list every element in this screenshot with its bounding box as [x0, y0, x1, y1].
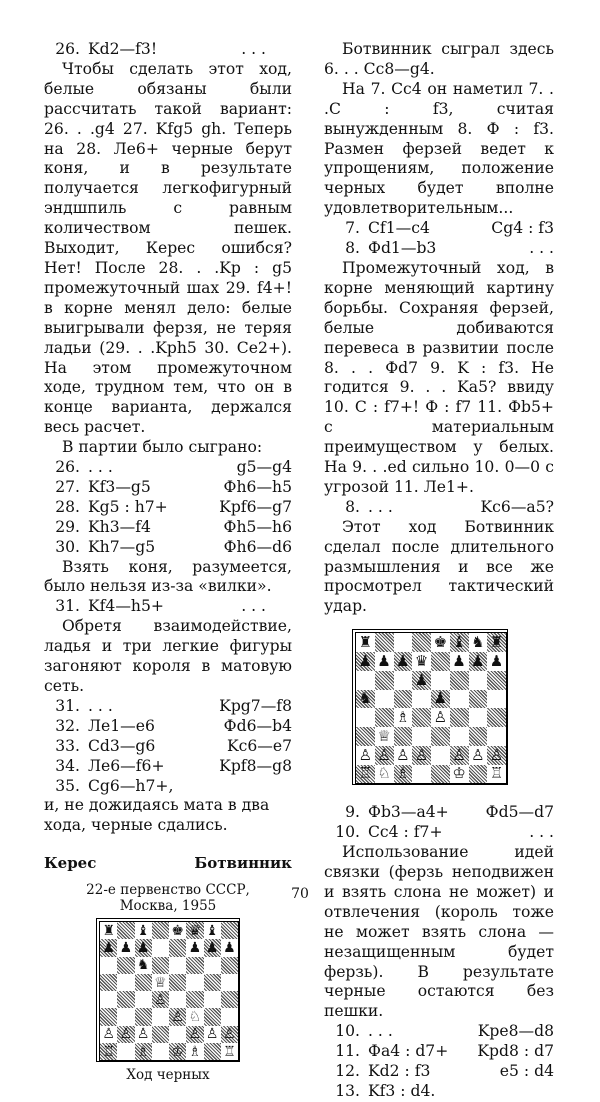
- board-square: [375, 652, 394, 671]
- chess-piece: ♟: [414, 670, 429, 689]
- paragraph: Использование идей связки (ферзь неподвижен и взять слона не может) и отвлечения (король тоже не может взять слона — незащищенным будет ферзь). В результате черные остаются без пешки.: [324, 843, 554, 1021]
- white-move: Kf4—h5+: [88, 597, 164, 616]
- board-square: [186, 1026, 203, 1043]
- black-move: Kpf8—g8: [219, 756, 292, 775]
- chess-piece: ♖: [102, 1043, 115, 1060]
- chess-piece: ♝: [205, 922, 219, 939]
- event-name: 22-е первенство СССР,: [86, 882, 250, 899]
- white-move: Kh7—g5: [88, 537, 156, 556]
- white-move: Ле6—f6+: [88, 756, 165, 775]
- chess-piece: ♜: [102, 922, 115, 939]
- board-square: [412, 727, 431, 746]
- board-square: [169, 991, 186, 1008]
- board-square: [100, 939, 117, 956]
- chess-piece: ♟: [452, 651, 466, 670]
- black-move: Фh5—h6: [223, 517, 292, 536]
- white-player: Керес: [44, 854, 97, 873]
- chess-piece: ♟: [119, 940, 133, 957]
- board-square: [375, 727, 394, 746]
- move-line: [324, 1042, 554, 1062]
- chess-piece: ♙: [205, 1026, 219, 1043]
- board-square: [186, 974, 203, 991]
- chess-piece: ♟: [223, 940, 236, 957]
- board-square: [356, 746, 375, 765]
- page-number: 70: [291, 886, 309, 902]
- black-player: Ботвинник: [194, 854, 292, 873]
- board-square: [431, 765, 450, 784]
- board-square: [431, 690, 450, 709]
- board-square: [135, 1008, 152, 1025]
- board-square: [469, 671, 488, 690]
- board-square: [450, 671, 469, 690]
- board-square: [221, 957, 238, 974]
- board-square: [204, 974, 221, 991]
- board-square: [169, 974, 186, 991]
- board-square: [186, 1043, 203, 1060]
- move-number: 8.: [345, 497, 360, 516]
- move-number: 13.: [335, 1081, 360, 1100]
- chess-piece: ♜: [489, 633, 504, 652]
- chess-piece: ♞: [471, 633, 485, 652]
- board-square: [100, 974, 117, 991]
- board-square: [221, 939, 238, 956]
- move-line: [44, 737, 292, 757]
- move-list: [324, 803, 554, 843]
- board-square: [394, 652, 413, 671]
- chess-piece: ♟: [377, 651, 391, 670]
- chess-piece: ♙: [154, 991, 167, 1008]
- black-move: Фd5—d7: [485, 803, 554, 822]
- paragraph: и, не дожидаясь мата в два хода, черные сдались.: [44, 796, 270, 835]
- board-square: [152, 1008, 169, 1025]
- board-square: [135, 957, 152, 974]
- black-move: Kpg7—f8: [219, 696, 292, 715]
- board-square: [204, 1026, 221, 1043]
- white-move: Kh3—f4: [88, 517, 151, 536]
- board-square: [431, 727, 450, 746]
- black-move: Фd6—b4: [223, 716, 292, 735]
- paragraph: В партии было сыграно:: [62, 438, 263, 457]
- board-square: [169, 1043, 186, 1060]
- board-square: [469, 633, 488, 652]
- board-square: [204, 957, 221, 974]
- board-square: [100, 1008, 117, 1025]
- chess-piece: ♙: [223, 1026, 236, 1043]
- white-move: . . .: [368, 1022, 393, 1041]
- chess-piece: ♙: [452, 745, 466, 764]
- board-square: [394, 727, 413, 746]
- board-square: [375, 746, 394, 765]
- black-move: . . .: [529, 823, 554, 842]
- chess-piece: ♖: [489, 764, 504, 783]
- board-square: [356, 727, 375, 746]
- board-square: [152, 974, 169, 991]
- board-square: [186, 1008, 203, 1025]
- board-square: [356, 633, 375, 652]
- board-square: [487, 746, 506, 765]
- move-line: [44, 40, 292, 60]
- white-move: Kf3 : d4.: [368, 1081, 436, 1100]
- black-move: Cg4 : f3: [491, 219, 554, 238]
- chess-piece: ♗: [188, 1043, 202, 1060]
- chess-piece: ♟: [136, 940, 150, 957]
- board-square: [412, 708, 431, 727]
- board-square: [186, 957, 203, 974]
- board-square: [204, 1043, 221, 1060]
- board-square: [450, 746, 469, 765]
- white-move: Фa4 : d7+: [368, 1042, 449, 1061]
- board-square: [100, 1043, 117, 1060]
- paragraph: Обретя взаимодействие, ладья и три легкие фигуры загоняют короля в матовую сеть.: [44, 617, 292, 695]
- board-square: [412, 746, 431, 765]
- board-square: [450, 633, 469, 652]
- board-square: [412, 652, 431, 671]
- move-line: [44, 697, 292, 717]
- board-square: [100, 1026, 117, 1043]
- move-number: 11.: [335, 1042, 360, 1061]
- chess-piece: ♟: [396, 651, 410, 670]
- move-number: 30.: [55, 537, 80, 556]
- black-move: Kpe8—d8: [477, 1022, 554, 1041]
- chess-piece: ♗: [136, 1043, 150, 1060]
- move-line: [324, 1022, 554, 1042]
- move-list: [324, 1022, 554, 1102]
- chess-piece: ♗: [396, 708, 410, 727]
- chess-piece: ♙: [136, 1026, 150, 1043]
- white-move: Kd2 : f3: [368, 1062, 431, 1081]
- move-line: [324, 823, 554, 843]
- board-square: [100, 957, 117, 974]
- move-number: 32.: [55, 716, 80, 735]
- board-square: [169, 1008, 186, 1025]
- board-square: [412, 765, 431, 784]
- board-square: [375, 671, 394, 690]
- board-square: [204, 1008, 221, 1025]
- board-square: [431, 708, 450, 727]
- white-move: Kd2—f3!: [88, 40, 158, 58]
- chess-piece: ♛: [188, 922, 202, 939]
- board-square: [204, 939, 221, 956]
- board-square: [221, 1043, 238, 1060]
- move-list: [44, 458, 292, 558]
- move-number: 33.: [55, 736, 80, 755]
- chess-piece: ♙: [414, 745, 429, 764]
- board-square: [117, 939, 134, 956]
- move-number: 8.: [345, 239, 360, 258]
- move-line: [324, 239, 554, 259]
- white-move: Cd3—g6: [88, 736, 156, 755]
- board-square: [431, 652, 450, 671]
- chess-piece: ♞: [136, 957, 150, 974]
- board-square: [356, 671, 375, 690]
- board-square: [469, 765, 488, 784]
- move-number: 28.: [55, 497, 80, 516]
- black-move: Kc6—e7: [226, 736, 292, 755]
- chess-piece: ♟: [205, 940, 219, 957]
- board-square: [152, 991, 169, 1008]
- board-square: [487, 765, 506, 784]
- move-number: 10.: [335, 1022, 360, 1041]
- move-number: 31.: [55, 696, 80, 715]
- chess-piece: ♟: [102, 940, 115, 957]
- white-move: Cf1—c4: [368, 219, 430, 238]
- chess-piece: ♟: [489, 651, 504, 670]
- board-square: [394, 690, 413, 709]
- chess-piece: ♙: [471, 745, 485, 764]
- move-number: 31.: [55, 597, 80, 616]
- chess-piece: ♕: [154, 974, 167, 991]
- chess-piece: ♙: [396, 745, 410, 764]
- move-line: [324, 498, 554, 518]
- board-square: [469, 727, 488, 746]
- black-move: . . .: [241, 597, 266, 616]
- board-square: [204, 991, 221, 1008]
- board-square: [469, 708, 488, 727]
- move-number: 12.: [335, 1062, 360, 1081]
- board-square: [169, 939, 186, 956]
- chess-board-diagram: [96, 918, 240, 1062]
- board-square: [487, 727, 506, 746]
- board-square: [117, 1026, 134, 1043]
- black-move: Kpf6—g7: [219, 497, 292, 516]
- board-square: [487, 708, 506, 727]
- board-square: [152, 939, 169, 956]
- paragraph: Взять коня, разумеется, было нельзя из-за «вилки».: [44, 557, 292, 596]
- left-column: [44, 40, 292, 1086]
- board-square: [375, 708, 394, 727]
- board-square: [135, 939, 152, 956]
- move-list: [324, 219, 554, 259]
- right-column: [324, 40, 554, 1102]
- board-square: [487, 633, 506, 652]
- board-square: [186, 939, 203, 956]
- move-line: [44, 717, 292, 737]
- board-square: [450, 652, 469, 671]
- white-move: . . .: [88, 458, 113, 477]
- chess-piece: ♚: [433, 633, 448, 652]
- black-move: Фh6—d6: [223, 537, 292, 556]
- move-number: 9.: [345, 803, 360, 822]
- black-move: Kpd8 : d7: [477, 1042, 554, 1061]
- board-square: [375, 633, 394, 652]
- move-line: [44, 498, 292, 518]
- board-square: [487, 690, 506, 709]
- white-move: Cg6—h7+,: [88, 776, 174, 795]
- board-square: [394, 765, 413, 784]
- paragraph: Ботвинник сыграл здесь 6. . . Cc8—g4.: [324, 40, 554, 78]
- white-move: Kf3—g5: [88, 477, 151, 496]
- white-move: Фd1—b3: [368, 239, 437, 258]
- board-square: [186, 991, 203, 1008]
- chess-board-diagram: [352, 629, 508, 785]
- chess-piece: ♘: [188, 1009, 202, 1026]
- board-square: [394, 708, 413, 727]
- chess-piece: ♝: [452, 633, 466, 652]
- move-number: 10.: [335, 823, 360, 842]
- chess-piece: ♟: [471, 651, 485, 670]
- white-move: Kg5 : h7+: [88, 497, 168, 516]
- move-line: [324, 803, 554, 823]
- game-header: [44, 854, 292, 874]
- board-square: [431, 671, 450, 690]
- board-square: [394, 633, 413, 652]
- chess-piece: ♔: [171, 1043, 184, 1060]
- chess-piece: ♙: [171, 1009, 184, 1026]
- board-square: [100, 991, 117, 1008]
- board-square: [431, 746, 450, 765]
- chess-piece: ♝: [136, 922, 150, 939]
- board-square: [412, 671, 431, 690]
- move-number: 7.: [345, 219, 360, 238]
- paragraph: На 7. Cc4 он наметил 7. . .C : f3, считая вынужденным 8. Ф : f3. Размен ферзей ведет к упрощениям, положение черных будет вполне удовлетворительным...: [324, 79, 554, 218]
- board-square: [375, 690, 394, 709]
- board-square: [375, 765, 394, 784]
- black-move: Фh6—h5: [223, 477, 292, 496]
- chess-piece: ♛: [414, 651, 429, 670]
- chess-piece: ♟: [188, 940, 202, 957]
- board-square: [117, 1043, 134, 1060]
- board-square: [152, 1043, 169, 1060]
- board-square: [487, 652, 506, 671]
- diagram-caption: Ход черных: [126, 1067, 210, 1084]
- board-square: [356, 690, 375, 709]
- board-square: [394, 671, 413, 690]
- chess-piece: ♙: [188, 1026, 202, 1043]
- move-line: [44, 757, 292, 777]
- event-place: Москва, 1955: [119, 898, 217, 915]
- board-square: [169, 1026, 186, 1043]
- board-square: [450, 765, 469, 784]
- board-square: [469, 690, 488, 709]
- move-number: 35.: [55, 776, 80, 795]
- chess-piece: ♙: [102, 1026, 115, 1043]
- white-move: . . .: [88, 696, 113, 715]
- move-line: [324, 219, 554, 239]
- chess-piece: ♟: [433, 689, 448, 708]
- paragraph: Этот ход Ботвинник сделал после длительного размышления и все же просмотрел тактический удар.: [324, 517, 554, 616]
- board-square: [450, 690, 469, 709]
- move-number: 26.: [55, 40, 80, 58]
- board-square: [221, 1008, 238, 1025]
- board-square: [221, 991, 238, 1008]
- chess-piece: ♗: [396, 764, 410, 783]
- white-move: Ле1—е6: [88, 716, 155, 735]
- move-line: [44, 478, 292, 498]
- white-move: . . .: [368, 497, 393, 516]
- chess-piece: ♕: [377, 726, 391, 745]
- move-line: [44, 597, 292, 617]
- move-line: [44, 518, 292, 538]
- board-square: [135, 991, 152, 1008]
- chess-piece: ♙: [377, 745, 391, 764]
- move-line: [44, 458, 292, 478]
- move-list: [44, 697, 292, 797]
- board-square: [450, 727, 469, 746]
- move-number: 29.: [55, 517, 80, 536]
- white-move: Фb3—a4+: [368, 803, 449, 822]
- move-number: 27.: [55, 477, 80, 496]
- chess-piece: ♖: [358, 764, 373, 783]
- move-line: [44, 777, 292, 797]
- move-line: [44, 538, 292, 558]
- board-square: [356, 652, 375, 671]
- chess-piece: ♘: [377, 764, 391, 783]
- board-square: [469, 652, 488, 671]
- board-square: [221, 974, 238, 991]
- board-square: [221, 1026, 238, 1043]
- chess-piece: ♟: [358, 651, 373, 670]
- move-number: 26.: [55, 458, 80, 477]
- chess-piece: ♜: [358, 633, 373, 652]
- board-square: [152, 957, 169, 974]
- board-square: [450, 708, 469, 727]
- board-square: [135, 974, 152, 991]
- board-square: [394, 746, 413, 765]
- black-move: . . .: [241, 40, 266, 58]
- board-square: [487, 671, 506, 690]
- move-line: [324, 1082, 554, 1102]
- board-square: [135, 1043, 152, 1060]
- chess-piece: ♙: [119, 1026, 133, 1043]
- board-square: [135, 1026, 152, 1043]
- black-move: . . .: [529, 239, 554, 258]
- board-square: [356, 708, 375, 727]
- board-square: [117, 1008, 134, 1025]
- board-square: [431, 633, 450, 652]
- chess-piece: ♙: [433, 708, 448, 727]
- board-square: [356, 765, 375, 784]
- board-square: [412, 690, 431, 709]
- move-line: [324, 1062, 554, 1082]
- black-move: Kc6—a5?: [480, 497, 554, 516]
- chess-piece: ♚: [171, 922, 184, 939]
- chess-piece: ♙: [489, 745, 504, 764]
- board-square: [117, 974, 134, 991]
- chess-piece: ♖: [223, 1043, 236, 1060]
- black-move: e5 : d4: [499, 1062, 554, 1081]
- board-square: [117, 957, 134, 974]
- board-square: [169, 957, 186, 974]
- chess-piece: ♞: [358, 689, 373, 708]
- white-move: Cc4 : f7+: [368, 823, 443, 842]
- paragraph: Промежуточный ход, в корне меняющий картину борьбы. Сохраняя ферзей, белые добиваются перевеса в развитии после 8. . . Фd7 9. K : f3. Не годится 9. . . Ka5? ввиду 10. C : f7+! Ф : f7 11. Фb5+ с материальным преимуществом у белых. На 9. . .ed сильно 10. 0—0 с угрозой 11. Ле1+.: [324, 258, 554, 496]
- black-move: g5—g4: [236, 458, 292, 477]
- board-square: [152, 1026, 169, 1043]
- chess-piece: ♙: [358, 745, 373, 764]
- chess-piece: ♔: [452, 764, 466, 783]
- board-square: [469, 746, 488, 765]
- move-number: 34.: [55, 756, 80, 775]
- board-square: [117, 991, 134, 1008]
- board-square: [412, 633, 431, 652]
- paragraph: Чтобы сделать этот ход, белые обязаны были рассчитать такой вариант: 26. . .g4 27. Kfg5 gh. Теперь на 28. Ле6+ черные берут коня, и в результате получается легкофигурный эндшпиль с равным количеством пешек. Выходит, Керес ошибся? Нет! После 28. . .Kp : g5 промежуточный шах 29. f4+! в корне менял дело: белые выигрывали ферзя, не теряя ладьи (29. . .Kph5 30. Ce2+). На этом промежуточном ходе, трудном тем, что он в конце варианта, держался весь расчет.: [44, 59, 292, 437]
